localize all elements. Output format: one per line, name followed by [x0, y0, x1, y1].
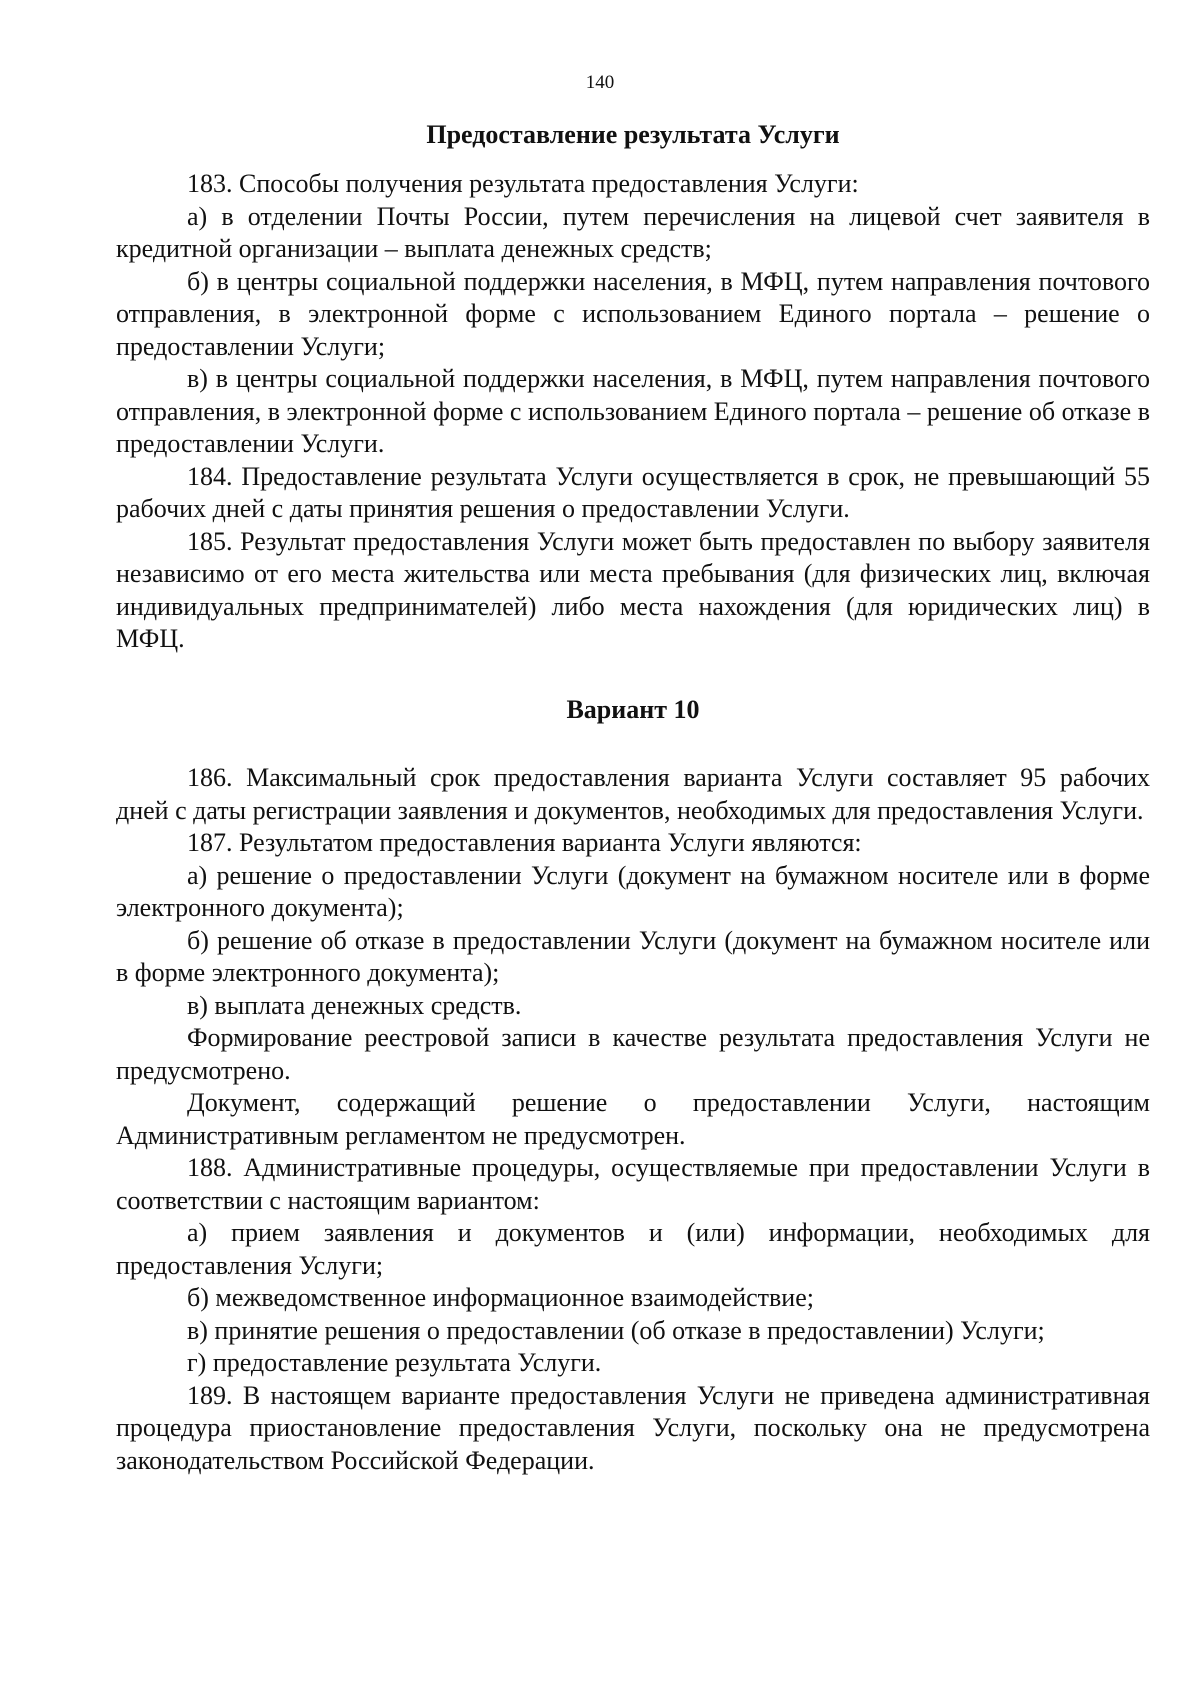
paragraph-185: 185. Результат предоставления Услуги может быть предоставлен по выбору заявителя независимо от его места жительства или места пребывания (для физических лиц, включая индивидуальных предпринимателей) либо места нахождения (для юридических лиц) в МФЦ.: [116, 526, 1150, 653]
paragraph-184: 184. Предоставление результата Услуги осуществляется в срок, не превышающий 55 рабочих дней с даты принятия решения о предоставлении Услуги.: [116, 461, 1150, 523]
section-variant-10: [116, 694, 1150, 1477]
section-heading: Вариант 10: [566, 695, 700, 724]
paragraph-document-note: Документ, содержащий решение о предоставлении Услуги, настоящим Административным регламентом не предусмотрен.: [116, 1088, 1150, 1150]
paragraph-188-v: в) принятие решения о предоставлении (об отказе в предоставлении) Услуги;: [187, 1315, 1045, 1345]
paragraph-188-b: б) межведомственное информационное взаимодействие;: [187, 1283, 814, 1312]
paragraph-183-a: а) в отделении Почты России, путем перечисления на лицевой счет заявителя в кредитной организации – выплата денежных средств;: [116, 201, 1150, 263]
paragraph-183-b: б) в центры социальной поддержки населения, в МФЦ, путем направления почтового отправления, в электронной форме с использованием Единого портала – решение о предоставлении Услуги;: [116, 266, 1150, 361]
paragraph-183: 183. Способы получения результата предоставления Услуги:: [187, 169, 859, 198]
paragraph-188-a: а) прием заявления и документов и (или) информации, необходимых для предоставления Услуги;: [116, 1218, 1150, 1280]
paragraph-188: 188. Административные процедуры, осуществляемые при предоставлении Услуги в соответствии с настоящим вариантом:: [116, 1153, 1150, 1215]
paragraph-registry-note: Формирование реестровой записи в качестве результата предоставления Услуги не предусмотрено.: [116, 1023, 1150, 1085]
paragraph-187-b: б) решение об отказе в предоставлении Услуги (документ на бумажном носителе или в форме электронного документа);: [116, 925, 1150, 987]
paragraph-187-a: а) решение о предоставлении Услуги (документ на бумажном носителе или в форме электронного документа);: [116, 860, 1150, 922]
page-number: 140: [585, 72, 615, 93]
section-heading: Предоставление результата Услуги: [426, 120, 840, 149]
paragraph-186: 186. Максимальный срок предоставления варианта Услуги составляет 95 рабочих дней с даты регистрации заявления и документов, необходимых для предоставления Услуги.: [116, 763, 1150, 825]
section-result-delivery: [116, 119, 1150, 656]
paragraph-189: 189. В настоящем варианте предоставления Услуги не приведена административная процедура приостановление предоставления Услуги, поскольку она не предусмотрена законодательством Российской Федерации.: [116, 1380, 1150, 1475]
paragraph-187-v: в) выплата денежных средств.: [187, 990, 522, 1020]
paragraph-183-v: в) в центры социальной поддержки населения, в МФЦ, путем направления почтового отправления, в электронной форме с использованием Единого портала – решение об отказе в предоставлении Услуги.: [116, 364, 1150, 458]
paragraph-188-g: г) предоставление результата Услуги.: [187, 1348, 602, 1377]
paragraph-187: 187. Результатом предоставления варианта Услуги являются:: [187, 828, 862, 857]
